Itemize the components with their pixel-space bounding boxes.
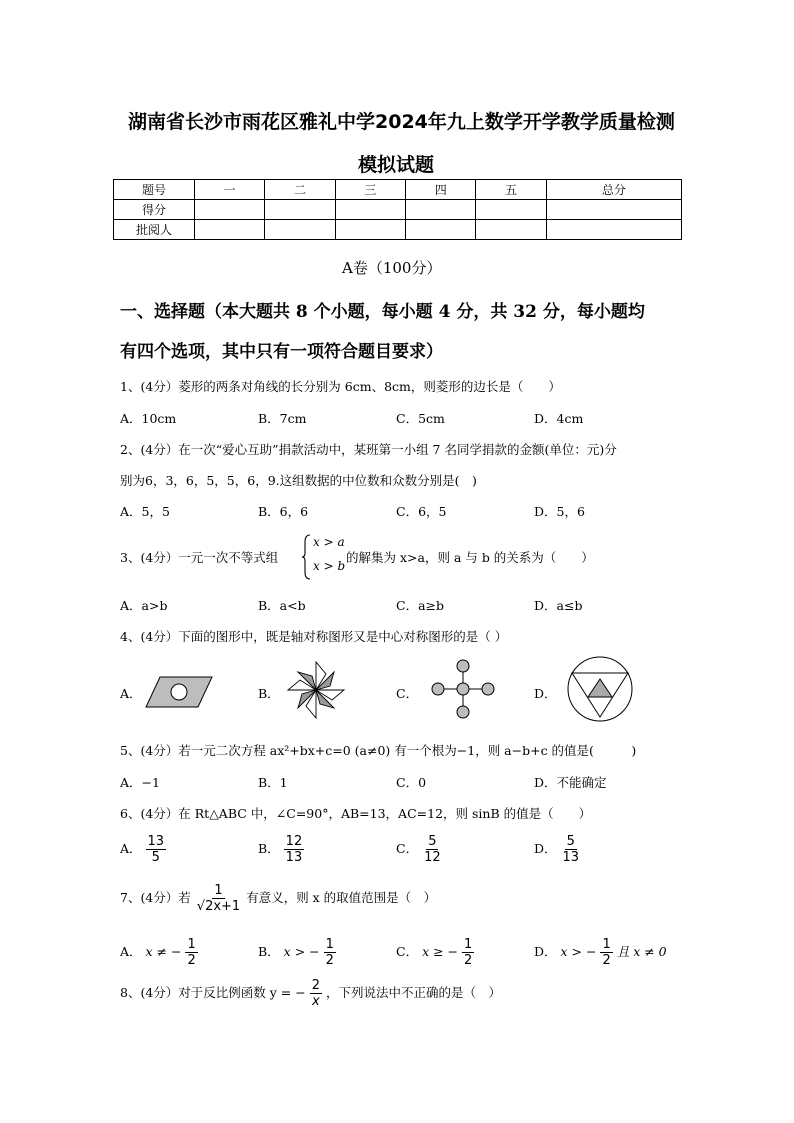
score-cell[interactable] (476, 200, 546, 220)
q5-option-d[interactable]: D．不能确定 (534, 775, 607, 790)
q7-option-b-label: B． (258, 944, 280, 959)
circle-triangle-figure (564, 655, 636, 723)
q7-stem-suffix: 有意义，则 x 的取值范围是（ ） (246, 890, 437, 905)
question-2-stem-line-1: 2、(4分）在一次“爱心互助”捐款活动中，某班第一小组 7 名同学捐款的金额(单位：元)分 (120, 442, 617, 457)
score-cell[interactable] (335, 200, 405, 220)
relation: x > − (283, 944, 320, 959)
q4-option-a[interactable]: A． (120, 686, 142, 701)
fraction (422, 834, 443, 865)
reviewer-cell[interactable] (546, 220, 681, 240)
reviewer-row (114, 220, 682, 240)
fraction (195, 883, 242, 914)
fraction (462, 937, 474, 968)
score-header-cell: 一 (195, 180, 265, 200)
q8-stem-suffix: ，下列说法中不正确的是（ ） (325, 985, 501, 1000)
q7-option-a-label: A． (120, 944, 142, 959)
fraction (185, 937, 197, 968)
question-3-stem-prefix: 3、(4分）一元一次不等式组 (120, 550, 279, 565)
numerator: 2 (311, 978, 320, 993)
denominator: 2 (464, 953, 473, 968)
fraction (600, 937, 612, 968)
system-brace-icon (301, 534, 311, 580)
numerator: 5 (566, 834, 575, 849)
title-line-1: 湖南省长沙市雨花区雅礼中学2024年九上数学开学教学质量检测 (128, 111, 675, 133)
denominator: 13 (285, 850, 303, 865)
q4-option-d[interactable]: D． (534, 686, 557, 701)
reviewer-cell[interactable] (476, 220, 546, 240)
score-header-cell: 五 (476, 180, 546, 200)
relation-suffix: 且 x ≠ 0 (616, 944, 667, 959)
question-4-stem: 4、(4分）下面的图形中，既是轴对称图形又是中心对称图形的是（ ） (120, 629, 508, 644)
denominator: 2 (187, 953, 196, 968)
q7-option-a[interactable] (120, 932, 198, 972)
q6-option-d[interactable] (534, 829, 581, 869)
denominator: 2 (325, 953, 334, 968)
cross-circles-figure (430, 658, 496, 720)
q7-option-c[interactable] (396, 932, 474, 972)
fraction (324, 937, 336, 968)
score-header-cell: 四 (406, 180, 476, 200)
score-cell[interactable] (406, 200, 476, 220)
question-8-stem (120, 973, 501, 1013)
numerator: 13 (147, 834, 165, 849)
score-header-cell: 总分 (546, 180, 681, 200)
fraction (310, 978, 322, 1009)
denominator: 13 (562, 850, 580, 865)
q6-option-d-label: D． (534, 841, 557, 856)
q1-option-c[interactable]: C．5cm (396, 411, 445, 426)
relation: x ≥ − (422, 944, 459, 959)
numerator: 1 (187, 937, 196, 952)
title-line-2: 模拟试题 (358, 154, 435, 176)
fraction (561, 834, 582, 865)
parallelogram-with-circle-figure (144, 674, 214, 710)
q1-option-b[interactable]: B．7cm (258, 411, 307, 426)
question-7-stem (120, 878, 436, 918)
q6-option-b[interactable] (258, 829, 304, 869)
relation: x ≠ − (145, 944, 182, 959)
numerator: 1 (464, 937, 473, 952)
q2-option-a[interactable]: A．5，5 (120, 504, 170, 519)
reviewer-cell[interactable] (265, 220, 335, 240)
question-5-stem: 5、(4分）若一元二次方程 ax²+bx+c=0 (a≠0) 有一个根为−1，则 a−b+c 的值是( ) (120, 743, 637, 758)
relation: x > − (560, 944, 597, 959)
score-cell[interactable] (265, 200, 335, 220)
q3-option-c[interactable]: C．a≥b (396, 598, 444, 613)
q6-option-a[interactable] (120, 829, 166, 869)
q7-stem-prefix: 7、(4分）若 (120, 890, 191, 905)
denominator: √2x+1 (196, 899, 241, 914)
score-cell[interactable] (195, 200, 265, 220)
fraction (146, 834, 167, 865)
q6-option-a-label: A． (120, 841, 142, 856)
numerator: 5 (428, 834, 437, 849)
score-table-header-row (114, 180, 682, 200)
question-3-stem-suffix: 的解集为 x>a，则 a 与 b 的关系为（ ） (346, 550, 594, 565)
q7-option-b[interactable] (258, 932, 336, 972)
q7-option-d-label: D． (534, 944, 557, 959)
q2-option-b[interactable]: B．6，6 (258, 504, 309, 519)
pinwheel-figure (282, 660, 350, 720)
fraction (284, 834, 305, 865)
q4-option-b[interactable]: B． (258, 686, 280, 701)
question-1-stem: 1、(4分）菱形的两条对角线的长分别为 6cm、8cm，则菱形的边长是（ ） (120, 379, 561, 394)
numerator: 1 (602, 937, 611, 952)
q5-option-b[interactable]: B．1 (258, 775, 288, 790)
q5-option-a[interactable]: A．−1 (120, 775, 160, 790)
q6-option-b-label: B． (258, 841, 280, 856)
section-1-heading-line-1: 一、选择题（本大题共 8 个小题，每小题 4 分，共 32 分，每小题均 (120, 302, 645, 322)
score-row-label: 得分 (114, 200, 195, 220)
q8-stem-prefix: 8、(4分）对于反比例函数 y = − (120, 985, 306, 1000)
numerator: 12 (285, 834, 303, 849)
volume-heading: A卷（100分） (342, 259, 442, 277)
question-6-stem: 6、(4分）在 Rt△ABC 中，∠C=90°，AB=13，AC=12，则 sinB 的值是（ ） (120, 806, 592, 821)
score-header-cell: 题号 (114, 180, 195, 200)
denominator: 2 (602, 953, 611, 968)
q1-option-a[interactable]: A．10cm (120, 411, 177, 426)
reviewer-cell[interactable] (406, 220, 476, 240)
q6-option-c-label: C． (396, 841, 419, 856)
question-2-stem-line-2: 别为6，3，6，5，5，6，9.这组数据的中位数和众数分别是( ) (120, 473, 477, 488)
denominator: x (311, 994, 320, 1009)
score-row (114, 200, 682, 220)
q2-option-d[interactable]: D．5，6 (534, 504, 585, 519)
inequality-1: x > a (313, 535, 345, 549)
q3-option-a[interactable]: A．a>b (120, 598, 168, 613)
q5-option-c[interactable]: C．0 (396, 775, 427, 790)
q1-option-d[interactable]: D．4cm (534, 411, 584, 426)
denominator: 5 (151, 850, 160, 865)
q7-option-c-label: C． (396, 944, 419, 959)
reviewer-row-label: 批阅人 (114, 220, 195, 240)
reviewer-cell[interactable] (335, 220, 405, 240)
q2-option-c[interactable]: C．6，5 (396, 504, 447, 519)
numerator: 1 (325, 937, 334, 952)
q7-option-d[interactable] (534, 932, 667, 972)
score-header-cell: 二 (265, 180, 335, 200)
score-table (113, 179, 682, 240)
denominator: 12 (424, 850, 441, 865)
q3-option-b[interactable]: B．a<b (258, 598, 306, 613)
inequality-2: x > b (313, 559, 346, 573)
q3-option-d[interactable]: D．a≤b (534, 598, 583, 613)
q6-option-c[interactable] (396, 829, 443, 869)
score-header-cell: 三 (335, 180, 405, 200)
section-1-heading-line-2: 有四个选项，其中只有一项符合题目要求） (120, 342, 443, 362)
score-cell[interactable] (546, 200, 681, 220)
numerator: 1 (214, 883, 223, 898)
reviewer-cell[interactable] (195, 220, 265, 240)
q4-option-c[interactable]: C． (396, 686, 419, 701)
